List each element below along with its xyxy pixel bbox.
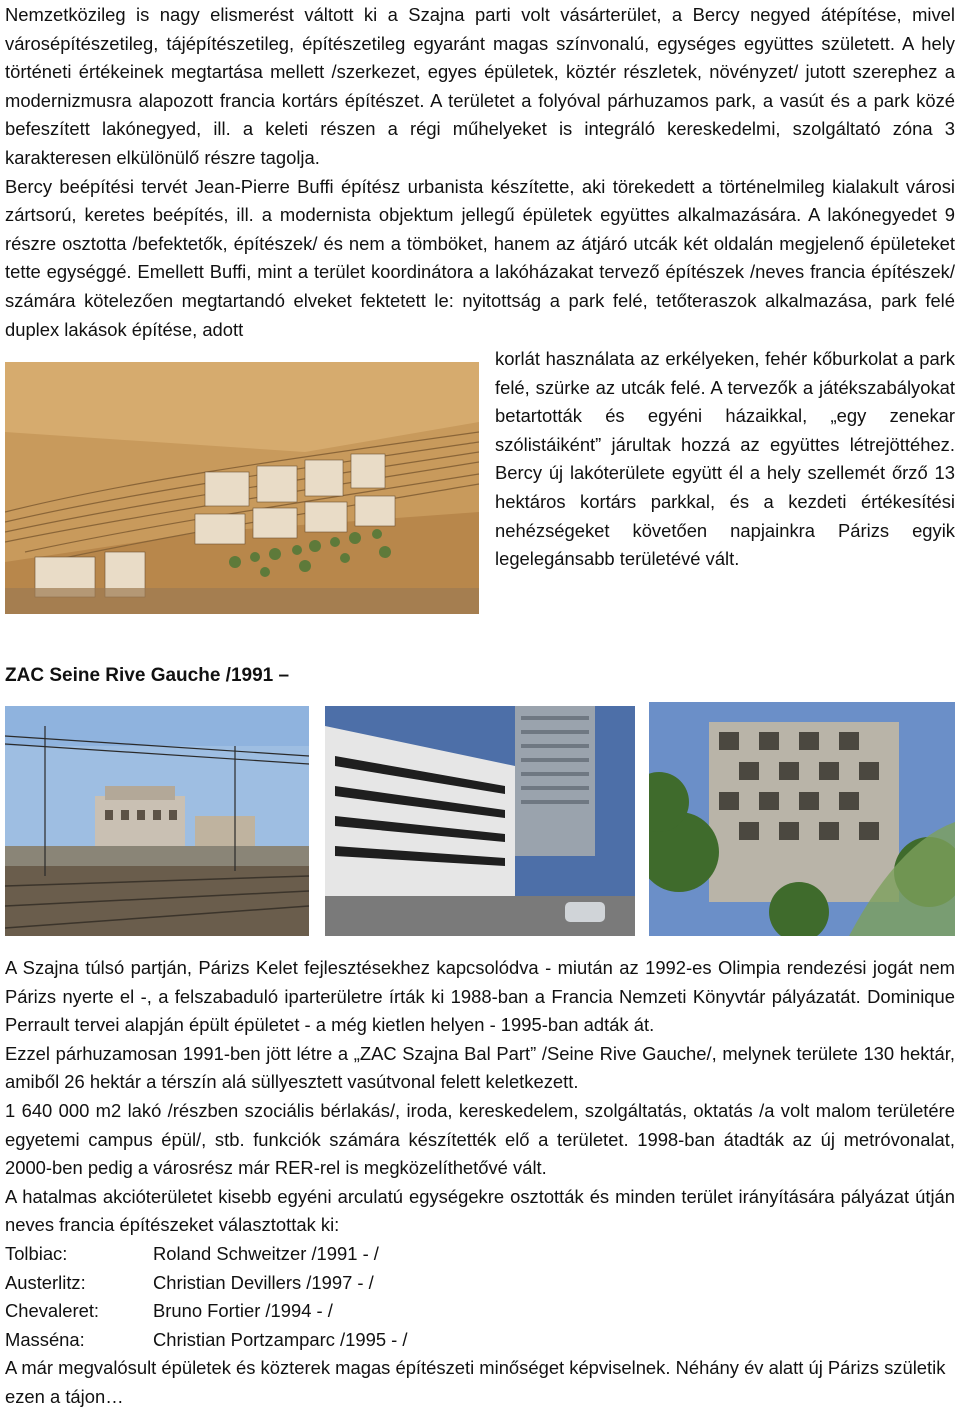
seine-paragraph-4: A hatalmas akcióterületet kisebb egyéni arculatú egységekre osztották és minden terület irányítására pályázat útján neves francia építészeket választottak ki: [5, 1185, 955, 1236]
intro-paragraph-2: Bercy beépítési tervét Jean-Pierre Buffi építész urbanista készítette, aki törekedett a történelmileg kialakult városi zártsorú, keretes beépítés, ill. a modernista objektum jellegű épületek együttes alkalmazására. A lakónegyedet 9 részre osztotta /befektetők, építészek/ és nem a tömböket, hanem az átjáró utcák két oldalán megjelenő épületeket tette egységgé. Emellett Buffi, mint a terület koordinátora a lakóházakat tervező építészek /neves francia építészek/ számára kötelezően megtartandó elveket fektetett le: nyitottság a park felé, tetőteraszok alkalmazása, park felé duplex lakások építése, adott [5, 175, 955, 340]
seine-rive-gauche-text [5, 954, 955, 1412]
closing-paragraph: A már megvalósult épületek és közterek magas építészeti minőséget képviselnek. Néhány év alatt új Párizs születik ezen a tájon… [5, 1357, 946, 1407]
site-model-photo [5, 362, 479, 614]
area-name: Masséna: [5, 1328, 85, 1350]
architect-name: Bruno Fortier /1994 - / [153, 1300, 333, 1322]
architect-row [5, 1297, 955, 1326]
area-name: Austerlitz: [5, 1271, 86, 1293]
seine-paragraph-2: Ezzel párhuzamosan 1991-ben jött létre a „ZAC Szajna Bal Part” /Seine Rive Gauche/, melynek területe 130 hektár, amiből 26 hektár a térszín alá süllyesztett vasútvonal felett keletkezett. [5, 1042, 955, 1093]
area-name: Tolbiac: [5, 1242, 68, 1264]
architect-name: Christian Portzamparc /1995 - / [153, 1328, 408, 1350]
residential-block-photo [649, 702, 955, 936]
architect-row [5, 1269, 955, 1298]
architect-row [5, 1326, 955, 1355]
seine-paragraph-1: A Szajna túlsó partján, Párizs Kelet fejlesztésekhez kapcsolódva - miután az 1992-es Olimpia rendezési jogát nem Párizs nyerte el -, a felszabaduló iparterületre írták ki 1988-ban a Francia Nemzeti Könyvtár pályázatát. Dominique Perrault tervei alapján épült épületet - a még kietlen helyen - 1995-ban adták át. [5, 957, 955, 1036]
area-name: Chevaleret: [5, 1300, 100, 1322]
bercy-paragraph-continuation: korlát használata az erkélyeken, fehér kőburkolat a park felé, szürke az utcák felé. A tervezők a játékszabályokat betartották és egyéni házaikkal, „egy zenekar szólistáiként” járultak hozzá az együttes létrejöttéhez. Bercy új lakóterülete együtt él a hely szellemét őrző 13 hektáros kortárs parkkal, és a kezdeti értékesítési nehézségeket követően napjainkra Párizs egyik legelegánsabb területévé vált. [495, 348, 955, 570]
railway-photo [5, 706, 309, 936]
bercy-continuation-text [495, 345, 955, 574]
architect-row [5, 1240, 955, 1269]
intro-paragraph-1: Nemzetközileg is nagy elismerést váltott ki a Szajna parti volt vásárterület, a Bercy negyed átépítése, mivel városépítészetileg, tájépítészetileg, építészetileg egyaránt magas színvonalú, egységes együttes született. A hely történeti értékeinek megtartása mellett /szerkezet, egyes épületek, köztér részletek, növényzet/ jutott szerephez a modernizmusra alapozott francia kortárs építészet. A területet a folyóval párhuzamos park, a vasút és a park közé befeszített lakónegyed, ill. a keleti részen a régi műhelyeket is integráló kereskedelmi, szolgáltató zóna 3 karakteresen elkülönülő részre tagolja. [5, 4, 955, 168]
architect-name: Christian Devillers /1997 - / [153, 1271, 374, 1293]
architect-list [5, 1240, 955, 1354]
street-buildings-photo [325, 706, 635, 936]
section-heading: ZAC Seine Rive Gauche /1991 – [5, 665, 290, 686]
architect-name: Roland Schweitzer /1991 - / [153, 1242, 379, 1264]
seine-paragraph-3: 1 640 000 m2 lakó /részben szociális bérlakás/, iroda, kereskedelem, szolgáltatás, oktatás /a volt malom területére egyetemi campus épül/, stb. funkciók számára készítették elő a területet. 1998-ban átadták az új metróvonalat, 2000-ben pedig a városrész már RER-rel is megközelíthetővé vált. [5, 1099, 955, 1179]
intro-text [5, 1, 955, 344]
